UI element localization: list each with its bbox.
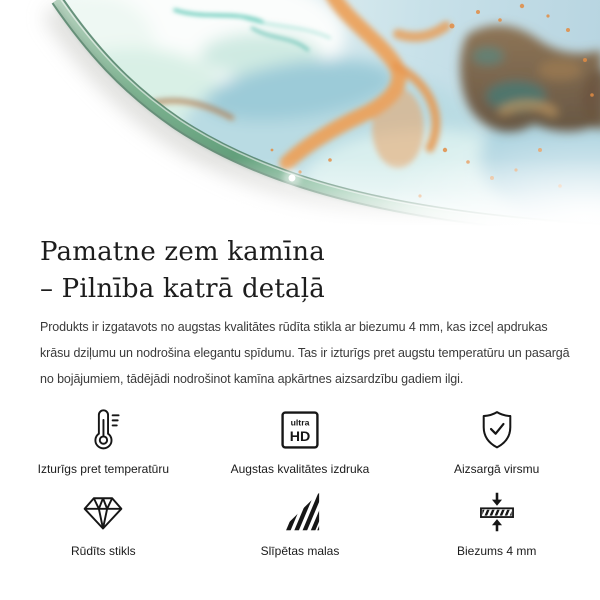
hero-image bbox=[0, 0, 600, 230]
feature-thickness bbox=[398, 488, 595, 558]
feature-beveled-edges bbox=[202, 488, 399, 558]
page-title bbox=[40, 234, 560, 308]
title-line-2: – Pilnība katrā detaļā bbox=[40, 274, 325, 304]
feature-label: Rūdīts stikls bbox=[70, 544, 136, 558]
features-grid bbox=[5, 406, 595, 558]
feature-print-quality bbox=[202, 406, 399, 476]
product-description bbox=[40, 314, 570, 392]
feature-label: Biezums 4 mm bbox=[456, 544, 537, 558]
description-line: Produkts ir izgatavots no augstas kvalitātes rūdīta stikla ar biezumu 4 mm, kas izceļ apdrukas bbox=[40, 320, 548, 334]
svg-text:ultra: ultra bbox=[290, 417, 310, 428]
shield-check-icon bbox=[473, 406, 521, 454]
feature-label: Slīpētas malas bbox=[260, 544, 340, 558]
product-info-section bbox=[0, 234, 600, 558]
ultra-hd-icon bbox=[276, 406, 324, 454]
diamond-icon bbox=[79, 488, 127, 536]
beveled-edges-icon bbox=[276, 488, 324, 536]
feature-label: Aizsargā virsmu bbox=[453, 462, 540, 476]
feature-label: Augstas kvalitātes izdruka bbox=[230, 462, 370, 476]
svg-text:HD: HD bbox=[289, 429, 311, 445]
feature-label: Izturīgs pret temperatūru bbox=[37, 462, 170, 476]
thermometer-icon bbox=[79, 406, 127, 454]
thickness-icon bbox=[473, 488, 521, 536]
title-line-1: Pamatne zem kamīna bbox=[40, 237, 325, 267]
feature-surface-protection bbox=[398, 406, 595, 476]
hero-product-photo bbox=[0, 0, 600, 230]
description-line: krāsu dziļumu un nodrošina elegantu spīdumu. Tas ir izturīgs pret augstu temperatūru un pasargā bbox=[40, 346, 570, 360]
description-line: no bojājumiem, tādējādi nodrošinot kamīna apkārtnes aizsardzību gadiem ilgi. bbox=[40, 372, 464, 386]
feature-temperature bbox=[5, 406, 202, 476]
feature-tempered-glass bbox=[5, 488, 202, 558]
